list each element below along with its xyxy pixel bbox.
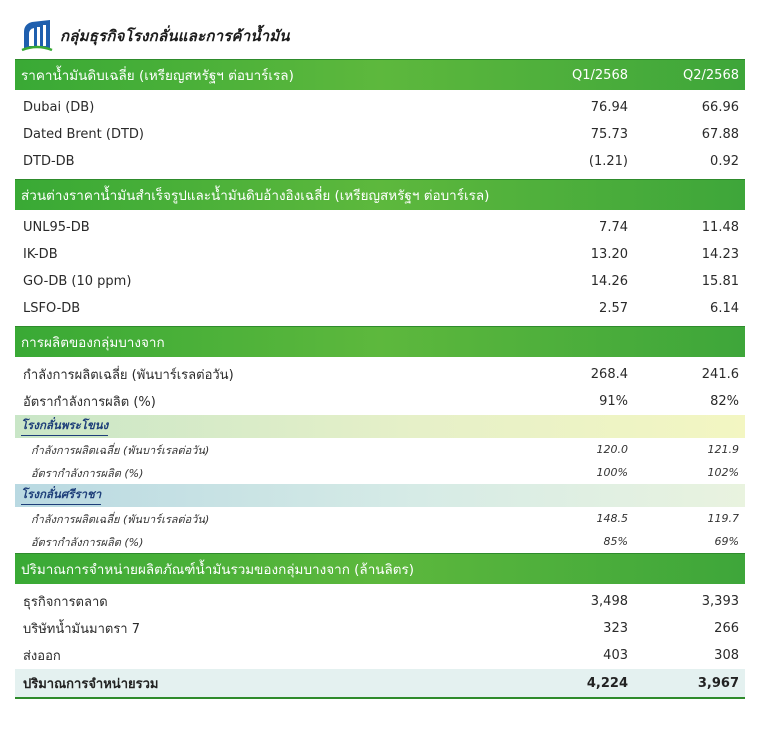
total-label: ปริมาณการจำหน่ายรวม [23, 676, 159, 692]
value-q1: 75.73 [590, 127, 628, 142]
value-q2: 82% [710, 394, 739, 409]
value-q2: 69% [714, 535, 739, 548]
table-row [15, 388, 745, 415]
table-row [15, 615, 745, 642]
section-title: ปริมาณการจำหน่ายผลิตภัณฑ์น้ำมันรวมของกลุ่มบางจาก (ล้านลิตร) [21, 562, 415, 578]
bangchak-logo-icon [20, 18, 54, 52]
value-q1: 76.94 [590, 100, 628, 115]
table-row [15, 241, 745, 268]
section-title: ราคาน้ำมันดิบเฉลี่ย (เหรียญสหรัฐฯ ต่อบาร์เรล) [21, 68, 294, 84]
row-label: อัตรากำลังการผลิต (%) [31, 466, 144, 480]
value-q2: 14.23 [701, 247, 739, 262]
row-label: ธุรกิจการตลาด [23, 595, 108, 610]
table-row [15, 361, 745, 388]
row-label: บริษัทน้ำมันมาตรา 7 [23, 622, 141, 637]
column-header-q2: Q2/2568 [683, 67, 739, 83]
table-row [15, 295, 745, 322]
section-header-spread [15, 179, 745, 210]
section-header-production [15, 326, 745, 357]
value-q2: 121.9 [707, 443, 739, 456]
table-row [15, 507, 745, 530]
value-q2: 308 [714, 648, 739, 663]
value-q2: 266 [714, 621, 739, 636]
table-row [15, 268, 745, 295]
section-title: การผลิตของกลุ่มบางจาก [21, 335, 165, 351]
value-q1: 7.74 [599, 220, 628, 235]
total-row [15, 669, 745, 699]
value-q1: 120.0 [596, 443, 628, 456]
value-q2: 119.7 [707, 512, 739, 525]
value-q1: 13.20 [590, 247, 628, 262]
value-q1: 3,498 [590, 594, 628, 609]
row-label: อัตรากำลังการผลิต (%) [31, 535, 144, 549]
value-q1: (1.21) [588, 154, 628, 169]
row-label: GO-DB (10 ppm) [23, 274, 132, 289]
section-header-sales [15, 553, 745, 584]
table-row [15, 94, 745, 121]
row-label: DTD-DB [23, 154, 75, 169]
row-label: กำลังการผลิตเฉลี่ย (พันบาร์เรลต่อวัน) [23, 368, 234, 383]
row-label: อัตรากำลังการผลิต (%) [23, 395, 156, 410]
subsection-header-phrakhanong [15, 415, 745, 438]
row-label: UNL95-DB [23, 220, 90, 235]
value-q1: 268.4 [590, 367, 628, 382]
section-header-crude-price [15, 59, 745, 90]
table-row [15, 530, 745, 553]
row-label: Dubai (DB) [23, 100, 95, 115]
row-label: IK-DB [23, 247, 58, 262]
table-row [15, 121, 745, 148]
page-title: กลุ่มธุรกิจโรงกลั่นและการค้าน้ำมัน [60, 27, 290, 45]
value-q2: 66.96 [701, 100, 739, 115]
data-table [15, 59, 745, 699]
total-q2: 3,967 [697, 675, 739, 691]
table-row [15, 588, 745, 615]
table-row [15, 438, 745, 461]
table-row [15, 214, 745, 241]
value-q2: 11.48 [701, 220, 739, 235]
value-q2: 15.81 [701, 274, 739, 289]
value-q2: 67.88 [701, 127, 739, 142]
total-q1: 4,224 [586, 675, 628, 691]
column-header-q1: Q1/2568 [572, 67, 628, 83]
table-row [15, 642, 745, 669]
table-row [15, 148, 745, 175]
header [20, 12, 290, 52]
section-title: ส่วนต่างราคาน้ำมันสำเร็จรูปและน้ำมันดิบอ้างอิงเฉลี่ย (เหรียญสหรัฐฯ ต่อบาร์เรล) [21, 188, 490, 204]
subsection-title: โรงกลั่นพระโขนง [21, 417, 108, 436]
value-q2: 102% [707, 466, 739, 479]
row-label: กำลังการผลิตเฉลี่ย (พันบาร์เรลต่อวัน) [31, 512, 210, 526]
value-q1: 100% [596, 466, 628, 479]
value-q2: 3,393 [701, 594, 739, 609]
value-q1: 91% [599, 394, 628, 409]
row-label: ส่งออก [23, 649, 61, 664]
value-q2: 241.6 [701, 367, 739, 382]
row-label: กำลังการผลิตเฉลี่ย (พันบาร์เรลต่อวัน) [31, 443, 210, 457]
subsection-title: โรงกลั่นศรีราชา [21, 486, 101, 505]
value-q1: 323 [603, 621, 628, 636]
value-q1: 2.57 [599, 301, 628, 316]
table-row [15, 461, 745, 484]
value-q2: 0.92 [710, 154, 739, 169]
value-q1: 85% [603, 535, 628, 548]
row-label: Dated Brent (DTD) [23, 127, 145, 142]
value-q1: 403 [603, 648, 628, 663]
value-q1: 148.5 [596, 512, 628, 525]
value-q2: 6.14 [710, 301, 739, 316]
subsection-header-sriracha [15, 484, 745, 507]
value-q1: 14.26 [590, 274, 628, 289]
row-label: LSFO-DB [23, 301, 81, 316]
